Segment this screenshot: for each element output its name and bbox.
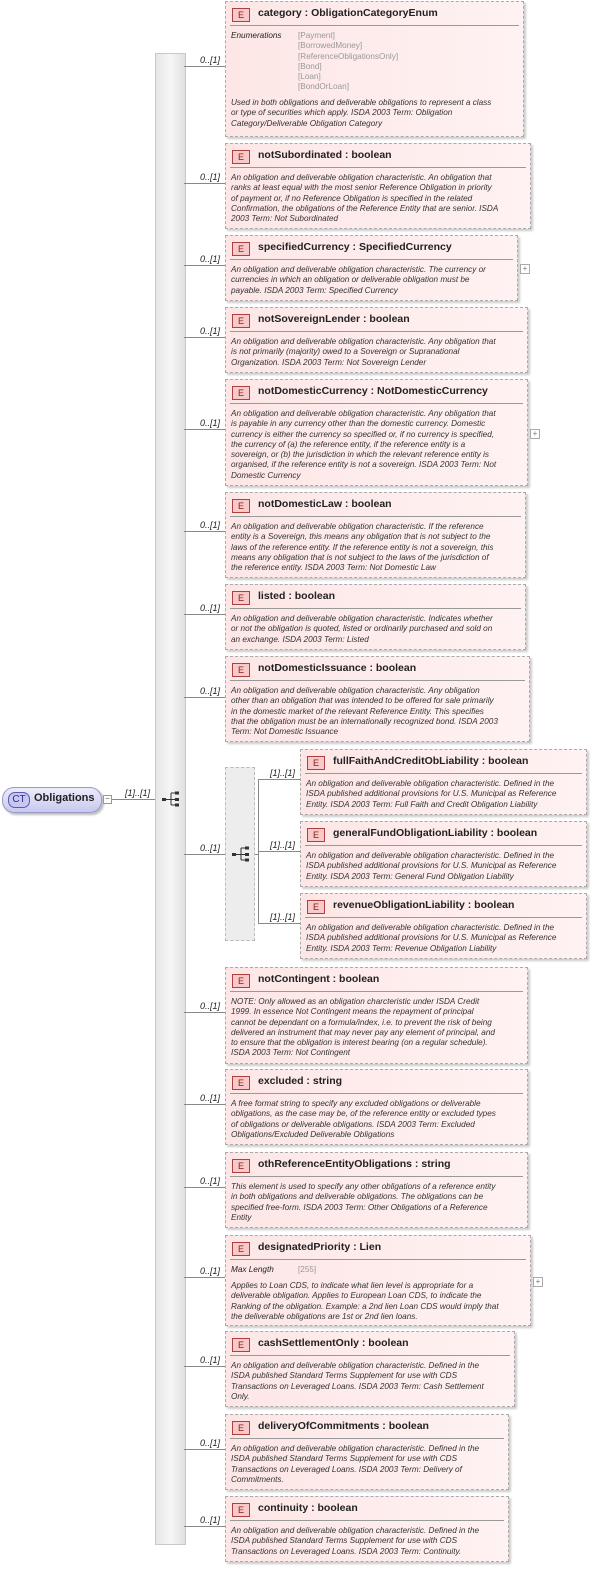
documentation-line: 2003 Term: Not Subordinated xyxy=(231,214,339,224)
element-header xyxy=(230,497,521,515)
element-box-continuity[interactable] xyxy=(225,1496,509,1562)
documentation-line: Confirmation, the obligations of the Reference Entity that are senior. ISDA xyxy=(231,203,499,213)
element-header xyxy=(230,1501,504,1519)
documentation-line: is payable in any currency other than the domestic currency. Domestic xyxy=(231,419,486,429)
documentation-line: currencies in which an obligation or deliverable obligation must be xyxy=(231,275,470,285)
element-badge: E xyxy=(232,1076,250,1090)
header-separator xyxy=(230,1438,504,1439)
element-documentation xyxy=(231,1361,509,1402)
sequence-icon xyxy=(162,791,180,812)
documentation-line: An obligation and deliverable obligation characteristic. Indicates whether xyxy=(231,614,493,623)
documentation-line: of obligations or deliverable obligations. ISDA 2003 Term: Excluded xyxy=(231,1119,475,1129)
element-documentation xyxy=(231,522,520,573)
documentation-line: cannot be dependant on a formula/index, i.e. to prevent the risk of being xyxy=(231,1017,492,1027)
element-cardinality: 0..[1] xyxy=(200,1266,221,1276)
facet-value: [Payment] xyxy=(298,31,335,40)
facet-value: [255] xyxy=(298,1265,317,1274)
element-documentation xyxy=(231,265,512,296)
header-separator xyxy=(230,1176,523,1177)
element-connector xyxy=(184,183,225,184)
element-documentation xyxy=(231,98,518,129)
element-documentation xyxy=(231,409,522,481)
documentation-line: Ranking of the obligation. Example: a 2nd lien Loan CDS would imply that xyxy=(231,1301,499,1311)
element-badge: E xyxy=(232,314,250,328)
element-name: deliveryOfCommitments : boolean xyxy=(258,1420,429,1432)
documentation-line: specified free-form. ISDA 2003 Term: Other Obligations of a Reference xyxy=(231,1202,488,1212)
element-badge: E xyxy=(232,1159,250,1173)
header-separator xyxy=(230,1093,523,1094)
element-header xyxy=(230,312,523,330)
element-cardinality: 0..[1] xyxy=(200,254,221,264)
documentation-line: An obligation and deliverable obligation characteristic. Defined in the xyxy=(306,779,555,788)
element-badge: E xyxy=(232,1338,250,1352)
element-cardinality: 0..[1] xyxy=(200,418,221,428)
element-box-notDomesticCurrency[interactable] xyxy=(225,379,528,486)
documentation-line: An obligation and deliverable obligation characteristic. The currency or xyxy=(231,265,486,274)
documentation-line: in both obligations and deliverable obligations. The obligations can be xyxy=(231,1192,484,1202)
element-header xyxy=(230,1240,526,1258)
documentation-line: An obligation and deliverable obligation characteristic. Defined in the xyxy=(306,851,555,860)
facet-label: Enumerations xyxy=(231,31,282,40)
documentation-line: or type of securities which apply. ISDA 2003 Term: Obligation xyxy=(231,108,453,118)
documentation-line: ISDA published Standard Terms Supplement for use with CDS xyxy=(231,1536,458,1546)
element-cardinality: [1]..[1] xyxy=(270,912,296,922)
header-separator xyxy=(305,917,582,918)
header-separator xyxy=(230,680,525,681)
complex-type-name: Obligations xyxy=(34,792,95,804)
header-separator xyxy=(230,167,526,168)
element-box-notDomesticIssuance[interactable] xyxy=(225,656,530,742)
element-name: notSubordinated : boolean xyxy=(258,149,392,161)
documentation-line: ISDA published additional provisions for U.S. Municipal as Reference xyxy=(306,861,557,871)
element-name: designatedPriority : Lien xyxy=(258,1241,382,1253)
element-name: notDomesticCurrency : NotDomesticCurrency xyxy=(258,385,488,397)
header-separator xyxy=(230,1520,504,1521)
documentation-line: 1999. In essence Not Contingent means the repayment of principal xyxy=(231,1007,474,1017)
element-documentation xyxy=(231,614,520,645)
element-name: notSovereignLender : boolean xyxy=(258,313,410,325)
collapse-icon[interactable]: − xyxy=(103,795,112,804)
element-connector xyxy=(184,1277,225,1278)
element-box-category[interactable] xyxy=(225,1,524,137)
documentation-line: This element is used to specify any other obligations of a reference entity xyxy=(231,1182,496,1191)
documentation-line: means any obligation that is not subject to the laws of the jurisdiction of xyxy=(231,552,489,562)
element-cardinality: 0..[1] xyxy=(200,326,221,336)
documentation-line: An obligation and deliverable obligation characteristic. Any obligation that xyxy=(231,409,496,418)
facet-values xyxy=(298,1265,316,1275)
documentation-line: An obligation and deliverable obligation characteristic. Defined in the xyxy=(231,1361,480,1370)
documentation-line: the deliverable obligations are 1st or 2nd lien loans. xyxy=(231,1311,418,1321)
choice-cardinality: 0..[1] xyxy=(200,843,221,853)
element-badge: E xyxy=(232,974,250,988)
element-connector xyxy=(184,66,225,67)
documentation-line: ISDA published Standard Terms Supplement for use with CDS xyxy=(231,1454,458,1464)
documentation-line: obligations, as the case may be, of the reference entity or excluded types xyxy=(231,1109,496,1119)
element-cardinality: 0..[1] xyxy=(200,1093,221,1103)
expand-icon[interactable]: + xyxy=(520,264,530,274)
documentation-line: Obligations/Excluded Deliverable Obligations xyxy=(231,1129,395,1139)
header-separator xyxy=(230,1259,526,1260)
element-box-specifiedCurrency[interactable] xyxy=(225,235,518,301)
element-documentation xyxy=(231,1526,503,1557)
element-box-deliveryOfCommitments[interactable] xyxy=(225,1414,509,1490)
documentation-line: other than an obligation that was intended to be offered for sale primarily xyxy=(231,696,494,706)
element-box-notSubordinated[interactable] xyxy=(225,143,531,229)
element-box-othReferenceEntityObligations[interactable] xyxy=(225,1152,528,1228)
documentation-line: Domestic Currency xyxy=(231,470,301,480)
documentation-line: is not primarily (majority) owed to a Sovereign or Supranational xyxy=(231,347,460,357)
element-header xyxy=(230,384,523,402)
documentation-line: An obligation and deliverable obligation characteristic. Any obligation xyxy=(231,686,480,695)
element-header xyxy=(230,6,519,24)
element-cardinality: 0..[1] xyxy=(200,172,221,182)
documentation-line: ranks at least equal with the most senior Reference Obligation in priority xyxy=(231,183,492,193)
element-badge: E xyxy=(232,591,250,605)
element-box-generalFundObligationLiability[interactable] xyxy=(300,821,587,887)
element-header xyxy=(230,589,521,607)
element-cardinality: 0..[1] xyxy=(200,1515,221,1525)
element-documentation xyxy=(231,1099,522,1140)
facet-values xyxy=(298,31,398,93)
documentation-line: Entity. ISDA 2003 Term: General Fund Obligation Liability xyxy=(306,871,514,881)
element-cardinality: 0..[1] xyxy=(200,686,221,696)
element-box-revenueObligationLiability[interactable] xyxy=(300,893,587,959)
header-separator xyxy=(230,331,523,332)
element-header xyxy=(230,1157,523,1175)
element-badge: E xyxy=(232,1421,250,1435)
element-connector xyxy=(258,923,300,924)
documentation-line: that the obligation must be an internationally recognized bond. ISDA 2003 xyxy=(231,716,498,726)
documentation-line: A free format string to specify any excluded obligations or deliverable xyxy=(231,1099,481,1108)
facet-value: [BondOrLoan] xyxy=(298,82,349,92)
documentation-line: the reference entity. ISDA 2003 Term: Not Domestic Law xyxy=(231,563,436,573)
element-header xyxy=(305,826,582,844)
documentation-line: Commitments. xyxy=(231,1474,284,1484)
element-box-listed[interactable] xyxy=(225,584,526,650)
element-name: excluded : string xyxy=(258,1075,343,1087)
documentation-line: Category/Deliverable Obligation Category xyxy=(231,118,383,128)
documentation-line: Transactions on Leveraged Loans. ISDA 2003 Term: Continuity. xyxy=(231,1546,462,1556)
element-connector xyxy=(184,1104,225,1105)
element-badge: E xyxy=(232,150,250,164)
documentation-line: Used in both obligations and deliverable obligations to represent a class xyxy=(231,98,492,107)
element-name: notContingent : boolean xyxy=(258,973,380,985)
element-cardinality: [1]..[1] xyxy=(270,840,296,850)
element-name: continuity : boolean xyxy=(258,1502,358,1514)
element-box-excluded[interactable] xyxy=(225,1069,528,1145)
facet-value: [Loan] xyxy=(298,72,321,82)
facet-value: [ReferenceObligationsOnly] xyxy=(298,51,399,61)
element-name: category : ObligationCategoryEnum xyxy=(258,7,438,19)
element-box-notSovereignLender[interactable] xyxy=(225,307,528,373)
choice-icon xyxy=(232,846,250,867)
element-documentation xyxy=(231,337,522,368)
element-cardinality: 0..[1] xyxy=(200,55,221,65)
element-documentation xyxy=(306,851,581,882)
complex-type-badge: CT xyxy=(8,792,30,808)
element-connector xyxy=(184,337,225,338)
element-name: notDomesticLaw : boolean xyxy=(258,498,392,510)
element-name: revenueObligationLiability : boolean xyxy=(333,899,515,911)
documentation-line: ISDA published additional provisions for U.S. Municipal as Reference xyxy=(306,933,557,943)
element-badge: E xyxy=(232,242,250,256)
header-separator xyxy=(230,25,519,26)
documentation-line: Entity. ISDA 2003 Term: Full Faith and Credit Obligation Liability xyxy=(306,799,538,809)
header-separator xyxy=(230,259,513,260)
element-header xyxy=(305,754,582,772)
element-name: fullFaithAndCreditObLiability : boolean xyxy=(333,755,529,767)
documentation-line: of payment or, if no Reference Obligation is specified in the related xyxy=(231,193,473,203)
documentation-line: deliverable obligation. Applies to European Loan CDS, to indicate the xyxy=(231,1291,482,1301)
element-badge: E xyxy=(232,1503,250,1517)
element-documentation xyxy=(306,779,581,810)
element-name: notDomesticIssuance : boolean xyxy=(258,662,417,674)
element-name: specifiedCurrency : SpecifiedCurrency xyxy=(258,241,452,253)
element-badge: E xyxy=(232,8,250,22)
root-cardinality: [1]..[1] xyxy=(125,788,151,798)
element-documentation xyxy=(231,997,522,1059)
documentation-line: sovereign, or (b) the jurisdiction in which the relevant reference entity is xyxy=(231,450,490,460)
element-name: listed : boolean xyxy=(258,590,336,602)
header-separator xyxy=(230,608,521,609)
documentation-line: An obligation and deliverable obligation characteristic. Any obligation that xyxy=(231,337,496,346)
element-header xyxy=(230,240,513,258)
header-separator xyxy=(230,991,523,992)
facet-value: [Bond] xyxy=(298,61,322,71)
element-badge: E xyxy=(232,499,250,513)
documentation-line: laws of the reference entity. If the reference entity is not a sovereign, this xyxy=(231,542,494,552)
documentation-line: ISDA published additional provisions for U.S. Municipal as Reference xyxy=(306,789,557,799)
element-connector xyxy=(184,1187,225,1188)
choice-stub xyxy=(255,854,258,855)
documentation-line: An obligation and deliverable obligation characteristic. An obligation that xyxy=(231,173,492,182)
element-cardinality: 0..[1] xyxy=(200,1355,221,1365)
element-name: othReferenceEntityObligations : string xyxy=(258,1158,451,1170)
element-box-cashSettlementOnly[interactable] xyxy=(225,1331,515,1407)
element-documentation xyxy=(231,1281,525,1322)
documentation-line: organised, if the reference entity is not a sovereign. ISDA 2003 Term: Not xyxy=(231,460,497,470)
expand-icon[interactable]: + xyxy=(530,429,540,439)
element-connector xyxy=(184,1449,225,1450)
element-cardinality: 0..[1] xyxy=(200,603,221,613)
element-documentation xyxy=(231,686,524,737)
documentation-line: payable. ISDA 2003 Term: Specified Currency xyxy=(231,285,398,295)
element-name: cashSettlementOnly : boolean xyxy=(258,1337,409,1349)
element-header xyxy=(230,661,525,679)
element-header xyxy=(230,148,526,166)
documentation-line: ISDA published Standard Terms Supplement for use with CDS xyxy=(231,1371,458,1381)
documentation-line: Organization. ISDA 2003 Term: Not Sovereign Lender xyxy=(231,357,427,367)
element-cardinality: [1]..[1] xyxy=(270,768,296,778)
element-connector xyxy=(184,1526,225,1527)
documentation-line: An obligation and deliverable obligation characteristic. Defined in the xyxy=(231,1444,480,1453)
documentation-line: to ensure that the obligation is interest bearing (on a regular schedule). xyxy=(231,1038,488,1048)
element-badge: E xyxy=(232,663,250,677)
element-header xyxy=(230,1074,523,1092)
header-separator xyxy=(230,1355,510,1356)
header-separator xyxy=(230,516,521,517)
documentation-line: Transactions on Leveraged Loans. ISDA 2003 Term: Cash Settlement xyxy=(231,1381,484,1391)
element-connector xyxy=(258,851,300,852)
documentation-line: An obligation and deliverable obligation characteristic. Defined in the xyxy=(231,1526,480,1535)
documentation-line: Term: Not Domestic Issuance xyxy=(231,727,339,737)
element-cardinality: 0..[1] xyxy=(200,520,221,530)
element-connector xyxy=(184,265,225,266)
documentation-line: ISDA 2003 Term: Not Contingent xyxy=(231,1048,351,1058)
documentation-line: currency is either the currency so specified or, if no currency is specified, xyxy=(231,429,495,439)
element-connector xyxy=(184,531,225,532)
element-connector xyxy=(258,779,300,780)
element-box-designatedPriority[interactable] xyxy=(225,1235,531,1326)
element-badge: E xyxy=(307,900,325,914)
element-box-notDomesticLaw[interactable] xyxy=(225,492,526,578)
element-connector xyxy=(184,697,225,698)
expand-icon[interactable]: + xyxy=(533,1277,543,1287)
choice-connector xyxy=(184,854,225,855)
facet-value: [BorrowedMoney] xyxy=(298,41,363,51)
element-connector xyxy=(184,614,225,615)
element-header xyxy=(305,898,582,916)
documentation-line: An obligation and deliverable obligation characteristic. If the reference xyxy=(231,522,484,531)
header-separator xyxy=(230,403,523,404)
documentation-line: or not the obligation is quoted, listed or ordinarily purchased and sold on xyxy=(231,624,493,634)
header-separator xyxy=(305,773,582,774)
documentation-line: delivered an instrument that may never pay any element of principal, and xyxy=(231,1027,495,1037)
documentation-line: Transactions on Leveraged Loans. ISDA 2003 Term: Delivery of xyxy=(231,1464,462,1474)
documentation-line: An obligation and deliverable obligation characteristic. Defined in the xyxy=(306,923,555,932)
element-connector xyxy=(184,1012,225,1013)
connector-line xyxy=(112,799,155,800)
element-box-fullFaithAndCreditObLiability[interactable] xyxy=(300,749,587,815)
element-cardinality: 0..[1] xyxy=(200,1176,221,1186)
element-connector xyxy=(184,429,225,430)
documentation-line: an exchange. ISDA 2003 Term: Listed xyxy=(231,634,369,644)
element-badge: E xyxy=(232,386,250,400)
element-documentation xyxy=(231,1444,503,1485)
documentation-line: Only. xyxy=(231,1391,250,1401)
element-badge: E xyxy=(307,828,325,842)
element-name: generalFundObligationLiability : boolean xyxy=(333,827,538,839)
element-badge: E xyxy=(232,1242,250,1256)
element-header xyxy=(230,972,523,990)
complex-type-node[interactable] xyxy=(2,787,102,813)
element-header xyxy=(230,1336,510,1354)
element-connector xyxy=(184,1366,225,1367)
element-documentation xyxy=(231,173,525,224)
documentation-line: in the domestic market of the relevant Reference Entity. This specifies xyxy=(231,706,484,716)
facet-label: Max Length xyxy=(231,1265,274,1274)
element-cardinality: 0..[1] xyxy=(200,1438,221,1448)
documentation-line: Entity xyxy=(231,1212,252,1222)
element-box-notContingent[interactable] xyxy=(225,967,528,1064)
documentation-line: Applies to Loan CDS, to indicate what lien level is appropriate for a xyxy=(231,1281,474,1290)
element-badge: E xyxy=(307,756,325,770)
element-header xyxy=(230,1419,504,1437)
documentation-line: entity is a Sovereign, this means any obligation that is not subject to the xyxy=(231,532,491,542)
documentation-line: the currency of (a) the reference entity, if the reference entity is a xyxy=(231,439,466,449)
documentation-line: Entity. ISDA 2003 Term: Revenue Obligation Liability xyxy=(306,943,497,953)
documentation-line: NOTE: Only allowed as an obligation charcteristic under ISDA Credit xyxy=(231,997,480,1006)
element-cardinality: 0..[1] xyxy=(200,1001,221,1011)
header-separator xyxy=(305,845,582,846)
element-documentation xyxy=(306,923,581,954)
element-documentation xyxy=(231,1182,522,1223)
